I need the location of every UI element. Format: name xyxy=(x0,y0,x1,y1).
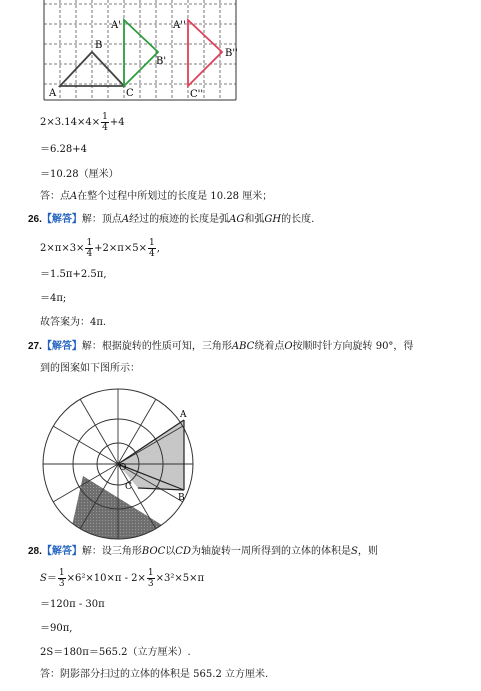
q25-calc-line-2: ＝6.28+4 xyxy=(40,144,88,155)
label-c: C xyxy=(126,88,134,99)
label-a: A xyxy=(49,88,57,99)
q25-calc-line-3: ＝10.28（厘米） xyxy=(40,169,119,180)
label-a: A xyxy=(180,410,187,420)
label-c2: C'' xyxy=(190,89,204,100)
answer-tag: 【解答】 xyxy=(41,341,82,352)
q26-calc-line-2: ＝1.5π+2.5π, xyxy=(40,269,107,280)
q26-answer: 故答案为：4π. xyxy=(40,317,107,328)
q28-answer: 答：阴影部分扫过的立体的体积是 565.2 立方厘米. xyxy=(40,669,269,680)
q26-header: 26.【解答】解：顶点A经过的痕迹的长度是弧AG和弧GH的长度. xyxy=(28,214,315,225)
q28-calc-line-4: 2S＝180π＝565.2（立方厘米）. xyxy=(40,647,191,658)
answer-tag: 【解答】 xyxy=(41,214,82,225)
grid-lines xyxy=(44,0,236,100)
fraction: $\frac{1}{3}$ xyxy=(147,568,154,589)
shaded-region-light xyxy=(118,420,184,490)
q25-answer: 答：点A在整个过程中所划过的长度是 10.28 厘米； xyxy=(40,191,273,202)
label-o: O xyxy=(119,463,127,473)
label-c: C xyxy=(125,482,132,492)
answer-tag: 【解答】 xyxy=(41,546,82,557)
label-a1: A' xyxy=(111,20,121,31)
label-b: B xyxy=(95,40,103,51)
rotation-grid-figure xyxy=(40,0,240,102)
label-a2: A'' xyxy=(173,20,186,31)
fraction: $\frac{1}{4}$ xyxy=(148,238,155,259)
q26-calc-line-3: ＝4π; xyxy=(40,293,67,304)
fraction: $\frac{1}{4}$ xyxy=(102,112,108,133)
q28-header: 28.【解答】解：设三角形BOC以CD为轴旋转一周所得到的立体的体积是S，则 xyxy=(28,546,378,557)
circle-rotation-figure xyxy=(38,384,198,544)
triangle-a2b2c2 xyxy=(188,20,222,86)
q26-calc-line-1: 2×π×3× $\frac{1}{4}$ +2×π×5× $\frac{1}{4}$ , xyxy=(40,238,160,259)
q28-calc-line-2: ＝120π - 30π xyxy=(40,599,105,610)
label-b2: B'' xyxy=(225,48,238,59)
label-b1: B' xyxy=(156,56,167,67)
triangle-a1b1c xyxy=(124,20,158,86)
fraction: $\frac{1}{3}$ xyxy=(58,568,65,589)
q27-header: 27.【解答】解：根据旋转的性质可知，三角形ABC绕着点O按顺时针方向旋转 90°，得 xyxy=(28,341,414,352)
label-b: B xyxy=(178,493,185,503)
q25-calc-line-1: 2×3.14×4× $\frac{1}{4}$ +4 xyxy=(40,112,125,133)
q28-calc-line-1: S＝ $\frac{1}{3}$ ×6²×10×π - 2× $\frac{1}{3}$ ×3²×5×π xyxy=(40,568,205,589)
q27-text-line-2: 到的图案如下图所示： xyxy=(40,363,140,374)
fraction: $\frac{1}{4}$ xyxy=(86,238,93,259)
q28-calc-line-3: ＝90π, xyxy=(40,623,73,634)
